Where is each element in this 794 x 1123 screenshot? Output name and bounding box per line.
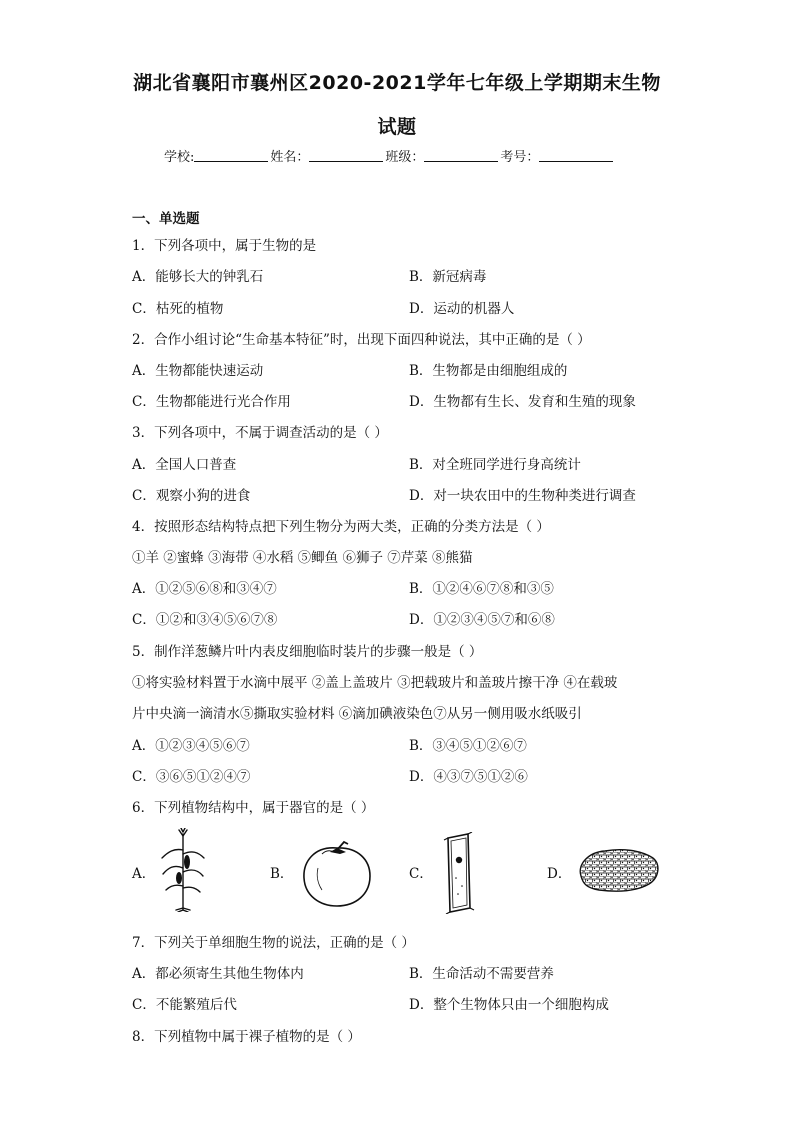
name-blank[interactable]	[309, 149, 383, 162]
question-stem: 2．合作小组讨论“生命基本特征”时，出现下面四种说法，其中正确的是（ ）	[132, 332, 591, 348]
option-d: D．整个生物体只由一个细胞构成	[409, 997, 609, 1013]
option-d: D．对一块农田中的生物种类进行调查	[409, 488, 636, 504]
option-b: B．生物都是由细胞组成的	[409, 363, 568, 379]
question-stem: 8．下列植物中属于裸子植物的是（ ）	[132, 1029, 361, 1045]
corn-plant-icon	[158, 828, 208, 912]
option-d: D．④③⑦⑤①②⑥	[409, 769, 528, 785]
option-b: B．新冠病毒	[409, 269, 487, 285]
school-label: 学校:	[164, 150, 195, 165]
section-title: 一、单选题	[132, 211, 200, 227]
option-a: A．生物都能快速运动	[132, 363, 264, 379]
name-label: 姓名：	[270, 150, 310, 165]
student-info-row	[164, 146, 615, 165]
question-stem: 5．制作洋葱鳞片叶内表皮细胞临时装片的步骤一般是（ ）	[132, 644, 483, 660]
page-title: 湖北省襄阳市襄州区2020-2021学年七年级上学期期末生物	[133, 72, 661, 94]
option-b: B．	[270, 866, 294, 882]
exam-number-blank[interactable]	[539, 149, 613, 162]
steps-line: 片中央滴一滴清水⑤撕取实验材料 ⑥滴加碘液染色⑦从另一侧用吸水纸吸引	[132, 706, 582, 722]
question-stem: 1．下列各项中，属于生物的是	[132, 238, 317, 254]
organism-list: ①羊 ②蜜蜂 ③海带 ④水稻 ⑤鲫鱼 ⑥狮子 ⑦芹菜 ⑧熊猫	[132, 550, 473, 566]
tomato-icon	[300, 838, 374, 908]
tissue-icon	[575, 846, 661, 894]
option-d: D．运动的机器人	[409, 301, 515, 317]
question-stem: 3．下列各项中，不属于调查活动的是（ ）	[132, 425, 388, 441]
option-d: D．	[547, 866, 572, 882]
option-d: D．①②③④⑤⑦和⑥⑧	[409, 612, 555, 628]
option-c: C．③⑥⑤①②④⑦	[132, 769, 251, 785]
option-a: A．能够长大的钟乳石	[132, 269, 264, 285]
option-c: C．	[409, 866, 433, 882]
option-c: C．不能繁殖后代	[132, 997, 237, 1013]
steps-line: ①将实验材料置于水滴中展平 ②盖上盖玻片 ③把载玻片和盖玻片擦干净 ④在载玻	[132, 675, 618, 691]
option-d: D．生物都有生长、发育和生殖的现象	[409, 394, 636, 410]
plant-cell-icon	[440, 832, 476, 914]
option-a: A．	[132, 866, 156, 882]
option-c: C．观察小狗的进食	[132, 488, 251, 504]
class-label: 班级：	[385, 150, 425, 165]
question-stem: 7．下列关于单细胞生物的说法，正确的是（ ）	[132, 935, 415, 951]
option-a: A．都必须寄生其他生物体内	[132, 966, 304, 982]
option-b: B．③④⑤①②⑥⑦	[409, 738, 527, 754]
option-a: A．全国人口普查	[132, 457, 237, 473]
option-c: C．①②和③④⑤⑥⑦⑧	[132, 612, 278, 628]
option-a: A．①②③④⑤⑥⑦	[132, 738, 250, 754]
question-stem: 4．按照形态结构特点把下列生物分为两大类，正确的分类方法是（ ）	[132, 519, 550, 535]
exam-number-label: 考号：	[500, 150, 540, 165]
option-b: B．生命活动不需要营养	[409, 966, 554, 982]
option-c: C．枯死的植物	[132, 301, 224, 317]
option-c: C．生物都能进行光合作用	[132, 394, 291, 410]
option-b: B．对全班同学进行身高统计	[409, 457, 581, 473]
question-stem: 6．下列植物结构中，属于器官的是（ ）	[132, 800, 375, 816]
option-b: B．①②④⑥⑦⑧和③⑤	[409, 581, 554, 597]
option-a: A．①②⑤⑥⑧和③④⑦	[132, 581, 277, 597]
school-blank[interactable]	[194, 149, 268, 162]
class-blank[interactable]	[424, 149, 498, 162]
page-title-continued: 试题	[377, 116, 417, 138]
